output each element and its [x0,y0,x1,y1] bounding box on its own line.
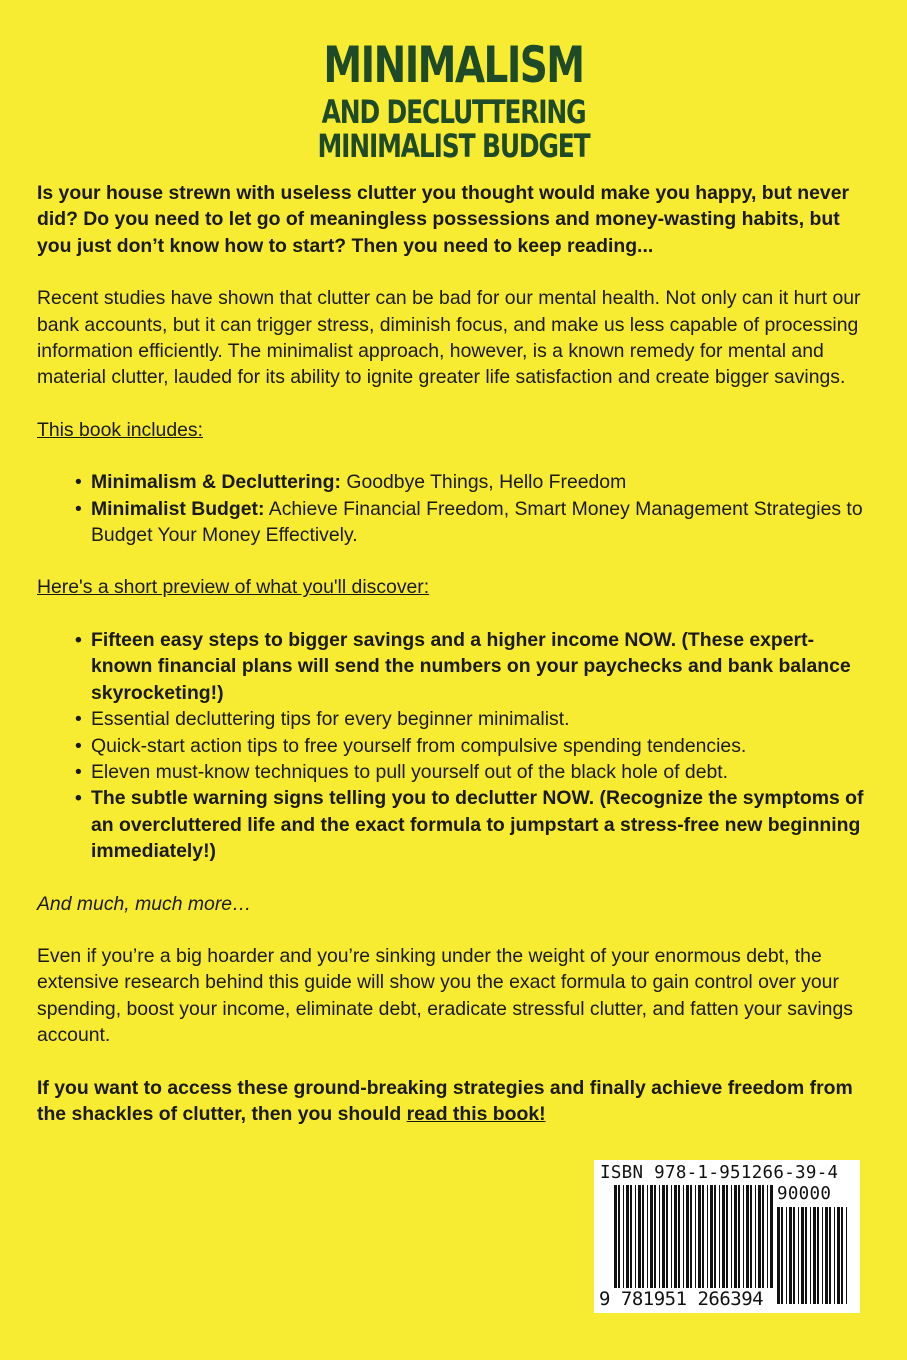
book-title [0,36,907,165]
list-item: • Fifteen easy steps to bigger savings and a higher income NOW. (These expert-known financial plans will send the numbers on your paychecks and bank balance skyrocketing!) [75,627,871,706]
isbn-barcode [594,1160,860,1313]
call-to-action: If you want to access these ground-breaking strategies and finally achieve freedom from the shackles of clutter, then you should read this book! [37,1076,853,1125]
and-more-text: And much, much more… [37,892,252,915]
back-cover-blurb [37,180,871,1127]
title-line-3: MINIMALIST BUDGET [317,127,590,165]
list-item: • The subtle warning signs telling you to declutter NOW. (Recognize the symptoms of an overcluttered life and the exact formula to jumpstart a stress-free new beginning immediately!) [75,785,871,864]
ean-digits: 9 781951 266394 [599,1288,764,1310]
intro-paragraph: Is your house strewn with useless clutter you thought would make you happy, but never did? Do you need to let go of meaningless possessions and money-wasting habits, but you just don’t know how to start? Then you need to keep reading... [37,182,850,257]
even-if-paragraph: Even if you’re a big hoarder and you’re sinking under the weight of your enormous debt, the extensive research behind this guide will show you the exact formula to gain control over your spending, boost your income, eliminate debt, eradicate stressful clutter, and fatten your savings account. [37,944,853,1047]
read-this-book-link: read this book! [406,1102,546,1125]
preview-list [37,627,871,865]
price-code: 90000 [777,1184,832,1204]
list-item: • Minimalism & Decluttering: Goodbye Things, Hello Freedom [75,469,871,495]
studies-paragraph: Recent studies have shown that clutter can be bad for our mental health. Not only can it hurt our bank accounts, but it can trigger stress, diminish focus, and make us less capable of processing information efficiently. The minimalist approach, however, is a known remedy for mental and material clutter, lauded for its ability to ignite greater life satisfaction and create bigger savings. [37,287,861,389]
list-item: • Quick-start action tips to free yourself from compulsive spending tendencies. [75,733,871,759]
list-item: • Essential decluttering tips for every beginner minimalist. [75,706,871,732]
list-item: • Eleven must-know techniques to pull yourself out of the black hole of debt. [75,759,871,785]
title-line-1: MINIMALISM [323,36,584,94]
includes-list [37,469,871,548]
title-line-2: AND DECLUTTERING [321,93,586,131]
list-item: • Minimalist Budget: Achieve Financial Freedom, Smart Money Management Strategies to Budget Your Money Effectively. [75,496,871,549]
isbn-label: ISBN 978-1-951266-39-4 [600,1163,839,1183]
preview-heading: Here's a short preview of what you'll discover: [37,576,430,599]
includes-heading: This book includes: [37,418,203,441]
